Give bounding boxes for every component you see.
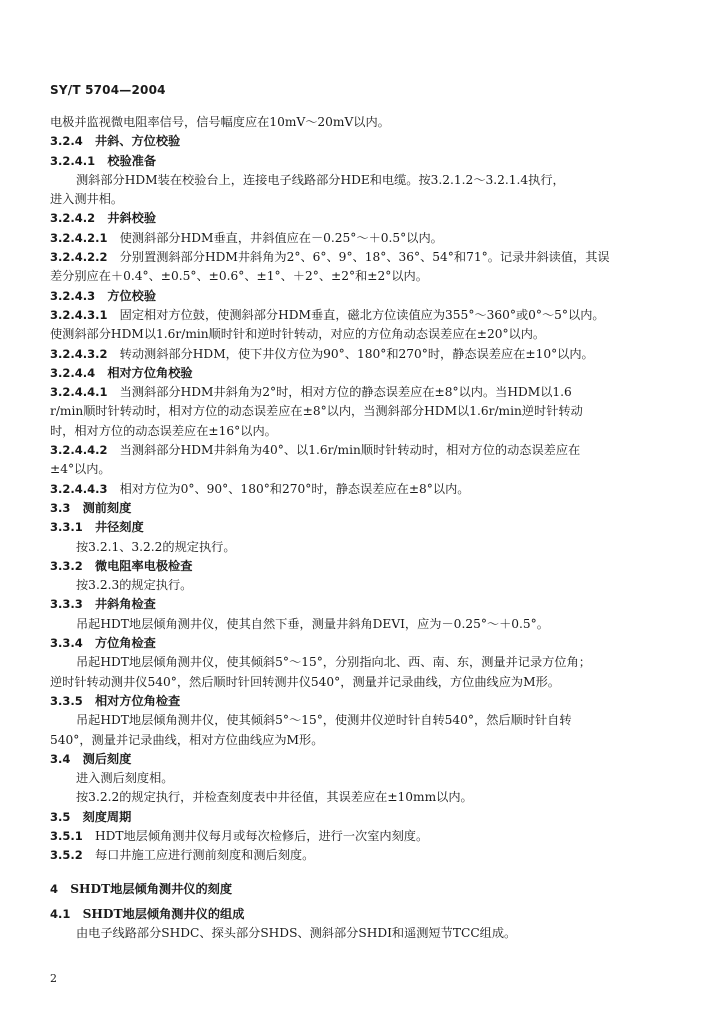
- text-line: [50, 345, 656, 364]
- clause-number: 3.2.4.3.1: [50, 307, 108, 322]
- clause-number: 3.5: [50, 809, 71, 824]
- clause-title: 测后刻度: [82, 751, 132, 766]
- clause-number: 3.2.4.4.2: [50, 443, 108, 458]
- text-line: [50, 287, 656, 306]
- text-line: [50, 383, 656, 402]
- text-line: [50, 190, 656, 209]
- text-line: [50, 673, 656, 692]
- text-line: [50, 171, 656, 190]
- clause-text: 由电子线路部分SHDC、探头部分SHDS、测斜部分SHDI和遥测短节TCC组成。: [76, 926, 517, 941]
- text-line: [50, 692, 656, 711]
- clause-number: 3.2.4.4.3: [50, 481, 108, 496]
- text-line: [50, 576, 656, 595]
- clause-text: 相对方位为0°、90°、180°和270°时，静态误差应在±8°以内。: [119, 481, 470, 496]
- text-line: [50, 615, 656, 634]
- page-number: 2: [50, 972, 57, 985]
- text-line: [50, 229, 656, 248]
- text-line: [50, 499, 656, 518]
- clause-text: 分别置测斜部分HDM井斜角为2°、6°、9°、18°、36°、54°和71°。记录井斜读值，其误: [119, 250, 610, 265]
- clause-text: 转动测斜部分HDM，使下井仪方位为90°、180°和270°时，静态误差应在±10°以内。: [119, 346, 594, 361]
- clause-text: HDT地层倾角测井仪每月或每次检修后，进行一次室内刻度。: [94, 828, 429, 843]
- clause-number: 3.3: [50, 500, 71, 515]
- text-line: [50, 460, 656, 479]
- text-line: [50, 711, 656, 730]
- document-body: [50, 113, 656, 943]
- clause-number: 3.4: [50, 751, 71, 766]
- text-line: [50, 152, 656, 171]
- clause-title: 刻度周期: [82, 809, 132, 824]
- clause-title: 相对方位角检查: [94, 693, 181, 708]
- clause-number: 3.2.4.2.2: [50, 250, 108, 265]
- clause-number: 3.5.2: [50, 848, 83, 863]
- clause-text: 时，相对方位的动态误差应在±16°以内。: [50, 423, 277, 438]
- clause-title: 井斜、方位校验: [94, 134, 181, 149]
- clause-text: 吊起HDT地层倾角测井仪，使其倾斜5°～15°，分别指向北、西、南、东，测量并记录方位角；: [76, 655, 591, 670]
- text-line: [50, 209, 656, 228]
- clause-text: 使测斜部分HDM垂直，井斜值应在－0.25°～＋0.5°以内。: [119, 230, 443, 245]
- text-line: [50, 750, 656, 769]
- clause-title: SHDT地层倾角测井仪的刻度: [70, 881, 233, 896]
- text-line: [50, 808, 656, 827]
- clause-title: 方位角检查: [94, 636, 156, 651]
- clause-text: 差分别应在＋0.4°、±0.5°、±0.6°、±1°、＋2°、±2°和±2°以内。: [50, 269, 428, 284]
- clause-text: 540°，测量并记录曲线，相对方位曲线应为M形。: [50, 732, 324, 747]
- clause-text: 测斜部分HDM装在校验台上，连接电子线路部分HDE和电缆。按3.2.1.2～3.2.1.4执行，: [76, 172, 565, 187]
- text-line: [50, 441, 656, 460]
- text-line: [50, 924, 656, 943]
- clause-number: 3.2.4: [50, 134, 83, 149]
- clause-text: r/min顺时针转动时，相对方位的动态误差应在±8°以内，当测斜部分HDM以1.6r/min逆时针转动: [50, 404, 583, 419]
- text-line: [50, 518, 656, 537]
- clause-text: 按3.2.2的规定执行，并检查刻度表中井径值，其误差应在±10mm以内。: [76, 790, 473, 805]
- clause-text: 当测斜部分HDM井斜角为40°、以1.6r/min顺时针转动时，相对方位的动态误差应在: [119, 443, 581, 458]
- clause-number: 3.2.4.2.1: [50, 230, 108, 245]
- clause-title: 井斜校验: [107, 211, 157, 226]
- clause-number: 3.2.4.4.1: [50, 385, 108, 400]
- clause-title: 井径刻度: [94, 520, 144, 535]
- text-line: [50, 480, 656, 499]
- clause-number: 3.2.4.4: [50, 365, 96, 380]
- clause-text: 固定相对方位鼓，使测斜部分HDM垂直，磁北方位读值应为355°～360°或0°～5°以内。: [119, 307, 605, 322]
- clause-title: SHDT地层倾角测井仪的组成: [82, 906, 245, 921]
- clause-number: 3.2.4.2: [50, 211, 96, 226]
- clause-text: 当测斜部分HDM井斜角为2°时，相对方位的静态误差应在±8°以内。当HDM以1.6: [119, 385, 572, 400]
- clause-title: 相对方位角校验: [107, 365, 193, 380]
- text-line: [50, 132, 656, 151]
- clause-text: 吊起HDT地层倾角测井仪，使其倾斜5°～15°，使测井仪逆时针自转540°，然后顺时针自转: [76, 713, 572, 728]
- text-line: [50, 364, 656, 383]
- clause-text: ±4°以内。: [50, 462, 111, 477]
- clause-text: 进入测后刻度相。: [76, 771, 174, 786]
- text-line: [50, 402, 656, 421]
- clause-number: 3.3.3: [50, 597, 83, 612]
- clause-text: 使测斜部分HDM以1.6r/min顺时针和逆时针转动，对应的方位角动态误差应在±20°以内。: [50, 327, 546, 342]
- text-line: [50, 880, 656, 899]
- text-line: [50, 538, 656, 557]
- clause-text: 按3.2.3的规定执行。: [76, 578, 193, 593]
- text-line: [50, 827, 656, 846]
- clause-title: 方位校验: [107, 288, 157, 303]
- text-line: [50, 113, 656, 132]
- clause-text: 吊起HDT地层倾角测井仪，使其自然下垂，测量井斜角DEVI，应为－0.25°～＋0.5°。: [76, 616, 549, 631]
- clause-text: 每口井施工应进行测前刻度和测后刻度。: [94, 848, 315, 863]
- clause-number: 4.1: [50, 906, 71, 921]
- clause-number: 3.3.4: [50, 636, 83, 651]
- clause-text: 按3.2.1、3.2.2的规定执行。: [76, 539, 236, 554]
- text-line: [50, 306, 656, 325]
- text-line: [50, 557, 656, 576]
- clause-number: 4: [50, 881, 59, 896]
- clause-number: 3.3.1: [50, 520, 83, 535]
- text-line: [50, 634, 656, 653]
- text-line: [50, 769, 656, 788]
- clause-number: 3.3.2: [50, 558, 83, 573]
- clause-text: 逆时针转动测井仪540°，然后顺时针回转测井仪540°，测量并记录曲线，方位曲线应为M形。: [50, 674, 560, 689]
- clause-title: 微电阻率电极检查: [94, 558, 193, 573]
- clause-text: 电极并监视微电阻率信号，信号幅度应在10mV～20mV以内。: [50, 115, 390, 129]
- standard-code-header: SY/T 5704—2004: [50, 83, 166, 97]
- text-line: [50, 731, 656, 750]
- text-line: [50, 248, 656, 267]
- clause-title: 校验准备: [107, 153, 157, 168]
- text-line: [50, 422, 656, 441]
- clause-number: 3.2.4.1: [50, 153, 96, 168]
- clause-title: 井斜角检查: [94, 597, 156, 612]
- clause-title: 测前刻度: [82, 500, 132, 515]
- text-line: [50, 267, 656, 286]
- clause-number: 3.5.1: [50, 828, 83, 843]
- clause-number: 3.2.4.3: [50, 288, 96, 303]
- text-line: [50, 595, 656, 614]
- clause-text: 进入测井相。: [50, 192, 124, 207]
- clause-number: 3.2.4.3.2: [50, 346, 108, 361]
- text-line: [50, 905, 656, 924]
- clause-number: 3.3.5: [50, 693, 83, 708]
- text-line: [50, 653, 656, 672]
- text-line: [50, 325, 656, 344]
- text-line: [50, 788, 656, 807]
- text-line: [50, 846, 656, 865]
